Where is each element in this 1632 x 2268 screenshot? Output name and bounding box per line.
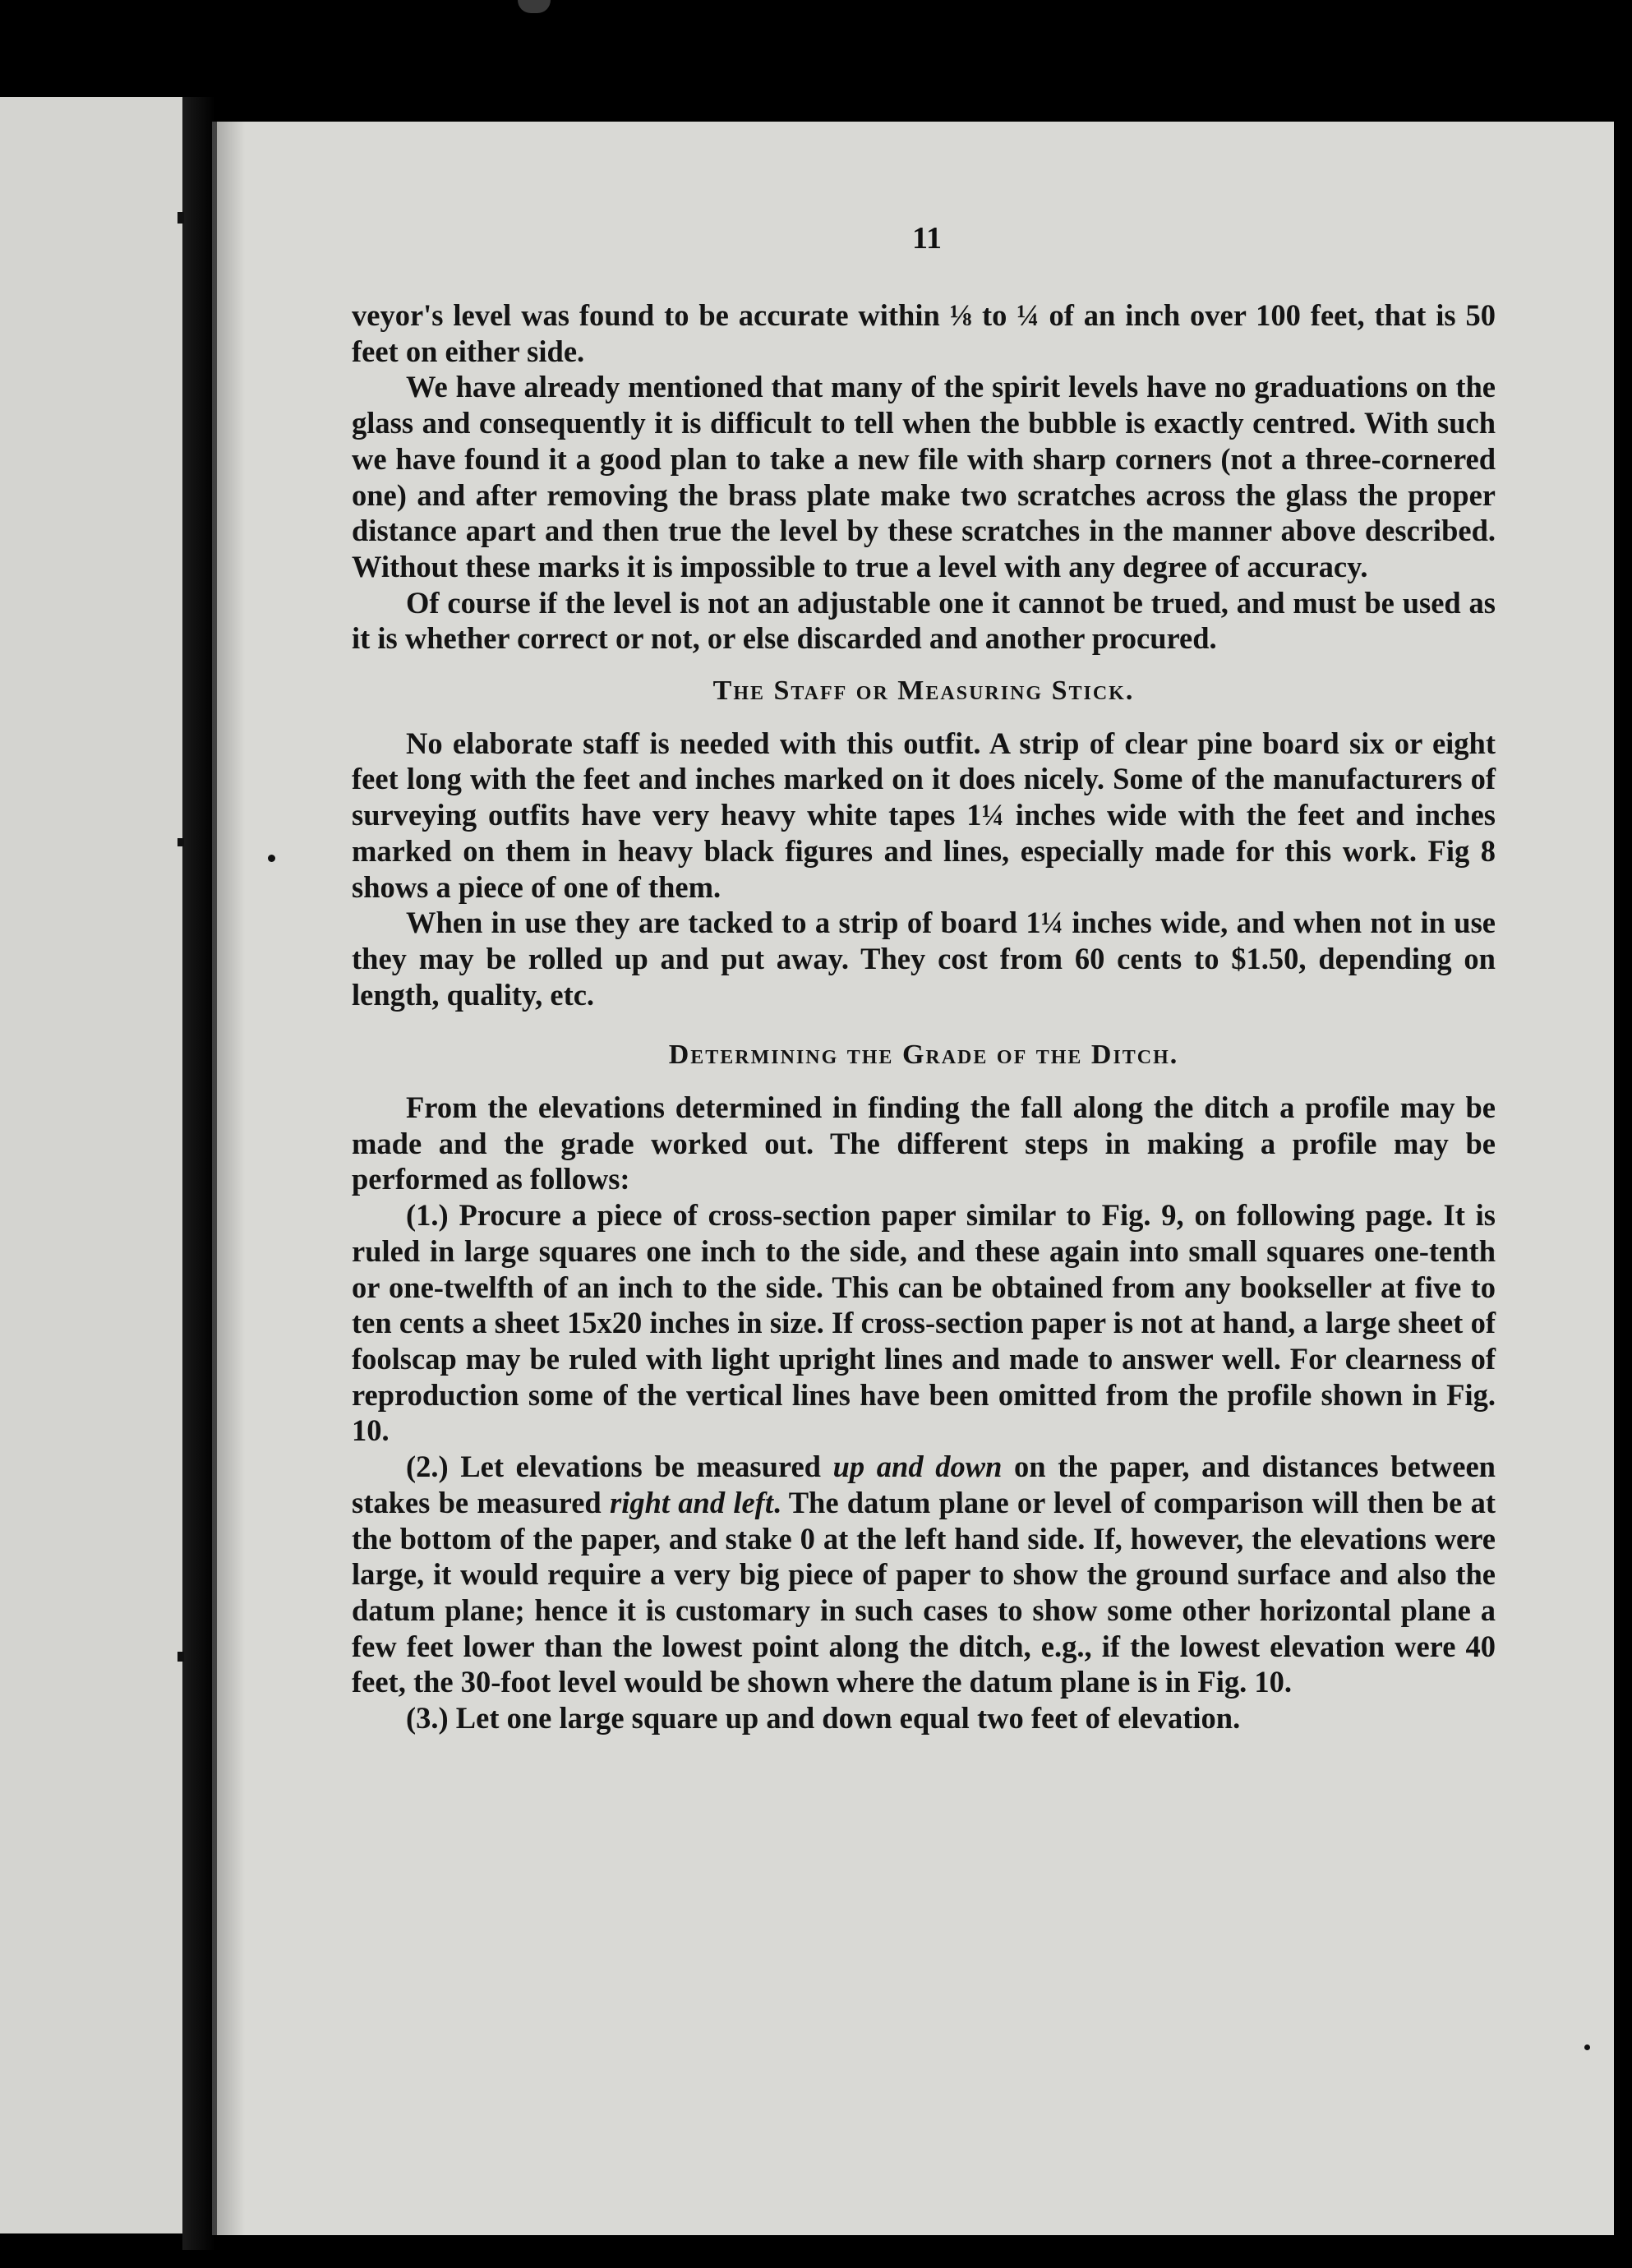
- book-gutter: [182, 97, 215, 2250]
- body-paragraph: No elaborate staff is needed with this outfit. A strip of clear pine board six or eight feet long with the feet and inches marked on it does nicely. Some of the manufacturers of surveying outfits have very heavy white tapes 1¼ inches wide with the feet and inches marked on them in heavy black figures and lines, especially made for this work. Fig 8 shows a piece of one of them.: [352, 726, 1496, 904]
- body-paragraph: veyor's level was found to be accurate within ⅛ to ¼ of an inch over 100 feet, that is 50 feet on either side.: [352, 298, 1496, 368]
- page-number: 11: [912, 221, 942, 256]
- scan-top-border: [0, 0, 1632, 115]
- page-edge-mark: [177, 212, 184, 224]
- body-paragraph: (1.) Procure a piece of cross-section paper similar to Fig. 9, on following page. It is ruled in large squares one inch to the side, and these again into small squares one-tenth or one-twelfth of an inch to the side. This can be obtained from any bookseller at five to ten cents a sheet 15x20 inches in size. If cross-section paper is not at hand, a large sheet of foolscap may be ruled with light upright lines and made to answer well. For clearness of reproduction some of the vertical lines have been omitted from the profile shown in Fig. 10.: [352, 1198, 1496, 1448]
- page-edge-mark: [177, 838, 184, 846]
- facing-page-edge: [0, 97, 186, 2233]
- margin-speck: [268, 855, 275, 862]
- page-gutter-shade: [212, 122, 245, 2235]
- page-edge-mark: [177, 1652, 184, 1662]
- emphasis-text: up and down: [832, 1450, 1003, 1484]
- section-heading: The Staff or Measuring Stick.: [712, 675, 1135, 707]
- emphasis-text: right and left: [609, 1485, 773, 1519]
- body-paragraph: Of course if the level is not an adjustable one it cannot be trued, and must be used as it is whether correct or not, or else discarded and another procured.: [352, 585, 1496, 656]
- margin-speck: [1584, 2044, 1590, 2050]
- body-paragraph: When in use they are tacked to a strip of board 1¼ inches wide, and when not in use they may be rolled up and put away. They cost from 60 cents to $1.50, depending on length, quality, etc.: [352, 906, 1496, 1012]
- paragraph-segment: on the paper, and distances between stakes be measured: [352, 1450, 1496, 1519]
- body-paragraph: We have already mentioned that many of the spirit levels have no graduations on the glass and consequently it is difficult to tell when the bubble is exactly centred. With such we have found it a good plan to take a new file with sharp corners (not a three-cornered one) and after removing the brass plate make two scratches across the glass the proper distance apart and then true the level by these scratches in the manner above described. Without these marks it is impossible to true a level with any degree of accuracy.: [352, 370, 1496, 583]
- body-paragraph: [352, 1449, 1496, 1700]
- page-body: [352, 297, 1496, 1736]
- body-paragraph: (3.) Let one large square up and down equal two feet of elevation.: [406, 1701, 1241, 1736]
- paragraph-segment: . The datum plane or level of comparison will then be at the bottom of the paper, and stake 0 at the left hand side. If, however, the elevations were large, it would require a very big piece of paper to show the ground surface and also the datum plane; hence it is customary in such cases to show some other horizontal plane a few feet lower than the lowest point along the ditch, e.g., if the lowest elevation were 40 feet, the 30-foot level would be shown where the datum plane is in Fig. 10.: [352, 1485, 1496, 1699]
- body-paragraph: From the elevations determined in finding the fall along the ditch a profile may be made and the grade worked out. The different steps in making a profile may be performed as follows:: [352, 1090, 1496, 1196]
- section-heading: Determining the Grade of the Ditch.: [668, 1040, 1179, 1071]
- paragraph-segment: (2.) Let elevations be measured: [406, 1450, 833, 1484]
